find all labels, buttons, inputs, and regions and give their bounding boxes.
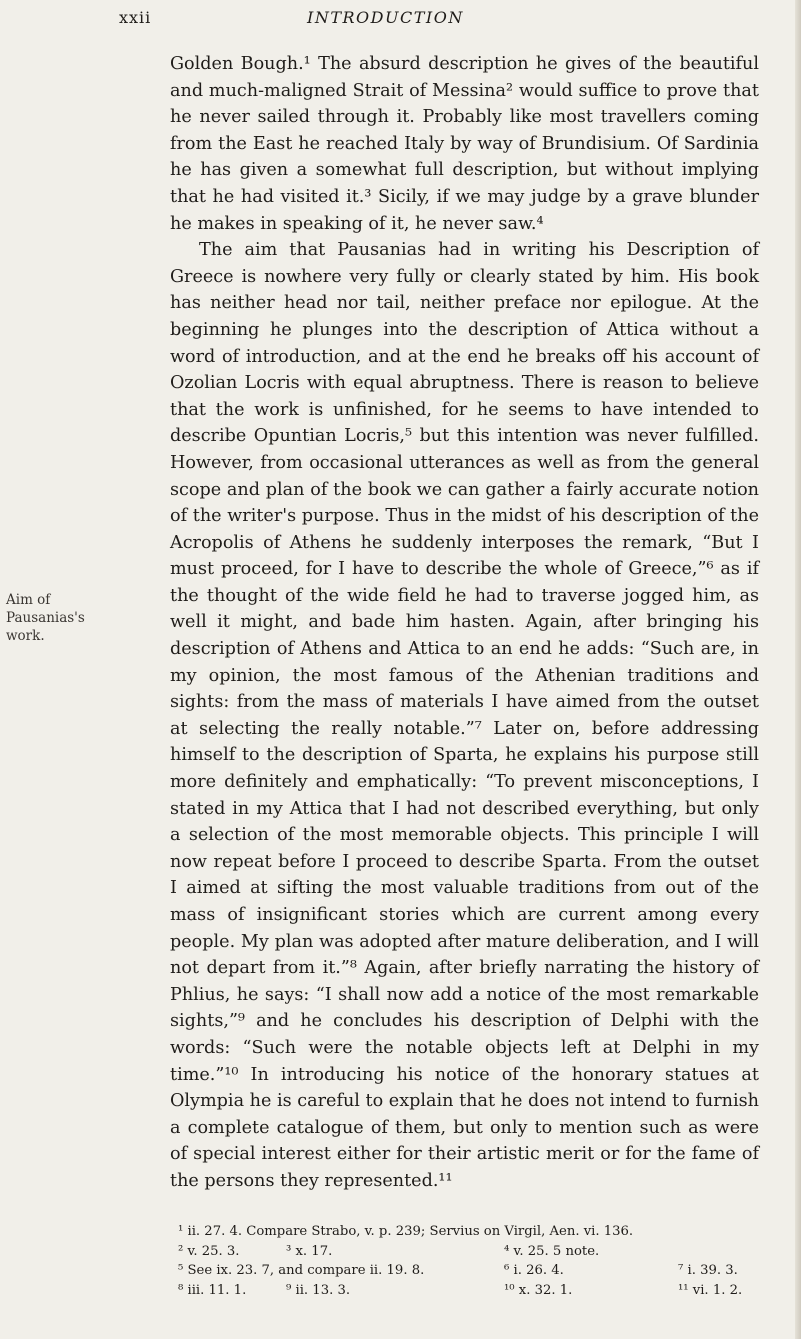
footnote: ⁹ ii. 13. 3.: [286, 1282, 351, 1298]
footnote: ⁵ See ix. 23. 7, and compare ii. 19. 8.: [178, 1263, 425, 1279]
margin-note-line: work.: [6, 628, 45, 644]
margin-note-line: Pausanias's: [6, 610, 85, 626]
footnote: ² v. 25. 3.: [178, 1243, 240, 1259]
body-text: [170, 51, 759, 1195]
footnote-row: [178, 1222, 758, 1242]
footnote: ⁶ i. 26. 4.: [504, 1263, 564, 1279]
paragraph: Golden Bough.¹ The absurd description he gives of the beautiful and much-maligned Strait of Messina² would suffice to prove that he never sailed through it. Probably like most travellers coming from the East he reached Italy by way of Brundisium. Of Sardinia he has given a somewhat full description, but without implying that he had visited it.³ Sicily, if we may judge by a grave blunder he makes in speaking of it, he never saw.⁴: [170, 54, 759, 234]
footnote: ¹¹ vi. 1. 2.: [678, 1282, 743, 1298]
footnotes: [178, 1222, 758, 1300]
page-number: xxii: [119, 8, 152, 27]
footnote-row: [178, 1242, 758, 1262]
running-head: [0, 8, 801, 38]
footnote: ¹⁰ x. 32. 1.: [504, 1282, 573, 1298]
margin-note: [6, 591, 116, 645]
footnote: ⁴ v. 25. 5 note.: [504, 1243, 600, 1259]
running-title: INTRODUCTION: [307, 8, 464, 27]
footnote: ³ x. 17.: [286, 1243, 333, 1259]
footnote-row: [178, 1281, 758, 1301]
footnote-row: [178, 1261, 758, 1281]
footnote: ⁷ i. 39. 3.: [678, 1263, 738, 1279]
footnote: ⁸ iii. 11. 1.: [178, 1282, 247, 1298]
footnote: ¹ ii. 27. 4. Compare Strabo, v. p. 239; Servius on Virgil, Aen. vi. 136.: [178, 1224, 634, 1239]
scan-edge: [795, 0, 801, 1339]
paragraph: The aim that Pausanias had in writing his Description of Greece is nowhere very fully or clearly stated by him. His book has neither head nor tail, neither preface nor epilogue. At the beginning he plunges into the description of Attica without a word of introduction, and at the end he breaks off his account of Ozolian Locris with equal abruptness. There is reason to believe that the work is unfinished, for he seems to have intended to describe Opuntian Locris,⁵ but this intention was never fulfilled. However, from occasional utterances as well as from the general scope and plan of the book we can gather a fairly accurate notion of the writer's purpose. Thus in the midst of his description of the Acropolis of Athens he suddenly interposes the remark, “But I must proceed, for I have to describe the whole of Greece,”⁶ as if the thought of the wide field he had to traverse jogged him, as well it might, and bade him hasten. Again, after bringing his description of Athens and Attica to an end he adds: “Such are, in my opinion, the most famous of the Athenian traditions and sights: from the mass of materials I have aimed from the outset at selecting the really notable.”⁷ Later on, before addressing himself to the description of Sparta, he explains his purpose still more definitely and emphatically: “To prevent misconceptions, I stated in my Attica that I had not described everything, but only a selection of the most memorable objects. This principle I will now repeat before I proceed to describe Sparta. From the outset I aimed at sifting the most valuable traditions from out of the mass of insignificant stories which are current among every people. My plan was adopted after mature deliberation, and I will not depart from it.”⁸ Again, after briefly narrating the history of Phlius, he says: “I shall now add a notice of the most remarkable sights,”⁹ and he concludes his description of Delphi with the words: “Such were the notable objects left at Delphi in my time.”¹⁰ In introducing his notice of the honorary statues at Olympia he is careful to explain that he does not intend to furnish a complete catalogue of them, but only to mention such as were of special interest either for their artistic merit or for the fame of the persons they represented.¹¹: [170, 240, 759, 1191]
margin-note-line: Aim of: [6, 592, 51, 608]
